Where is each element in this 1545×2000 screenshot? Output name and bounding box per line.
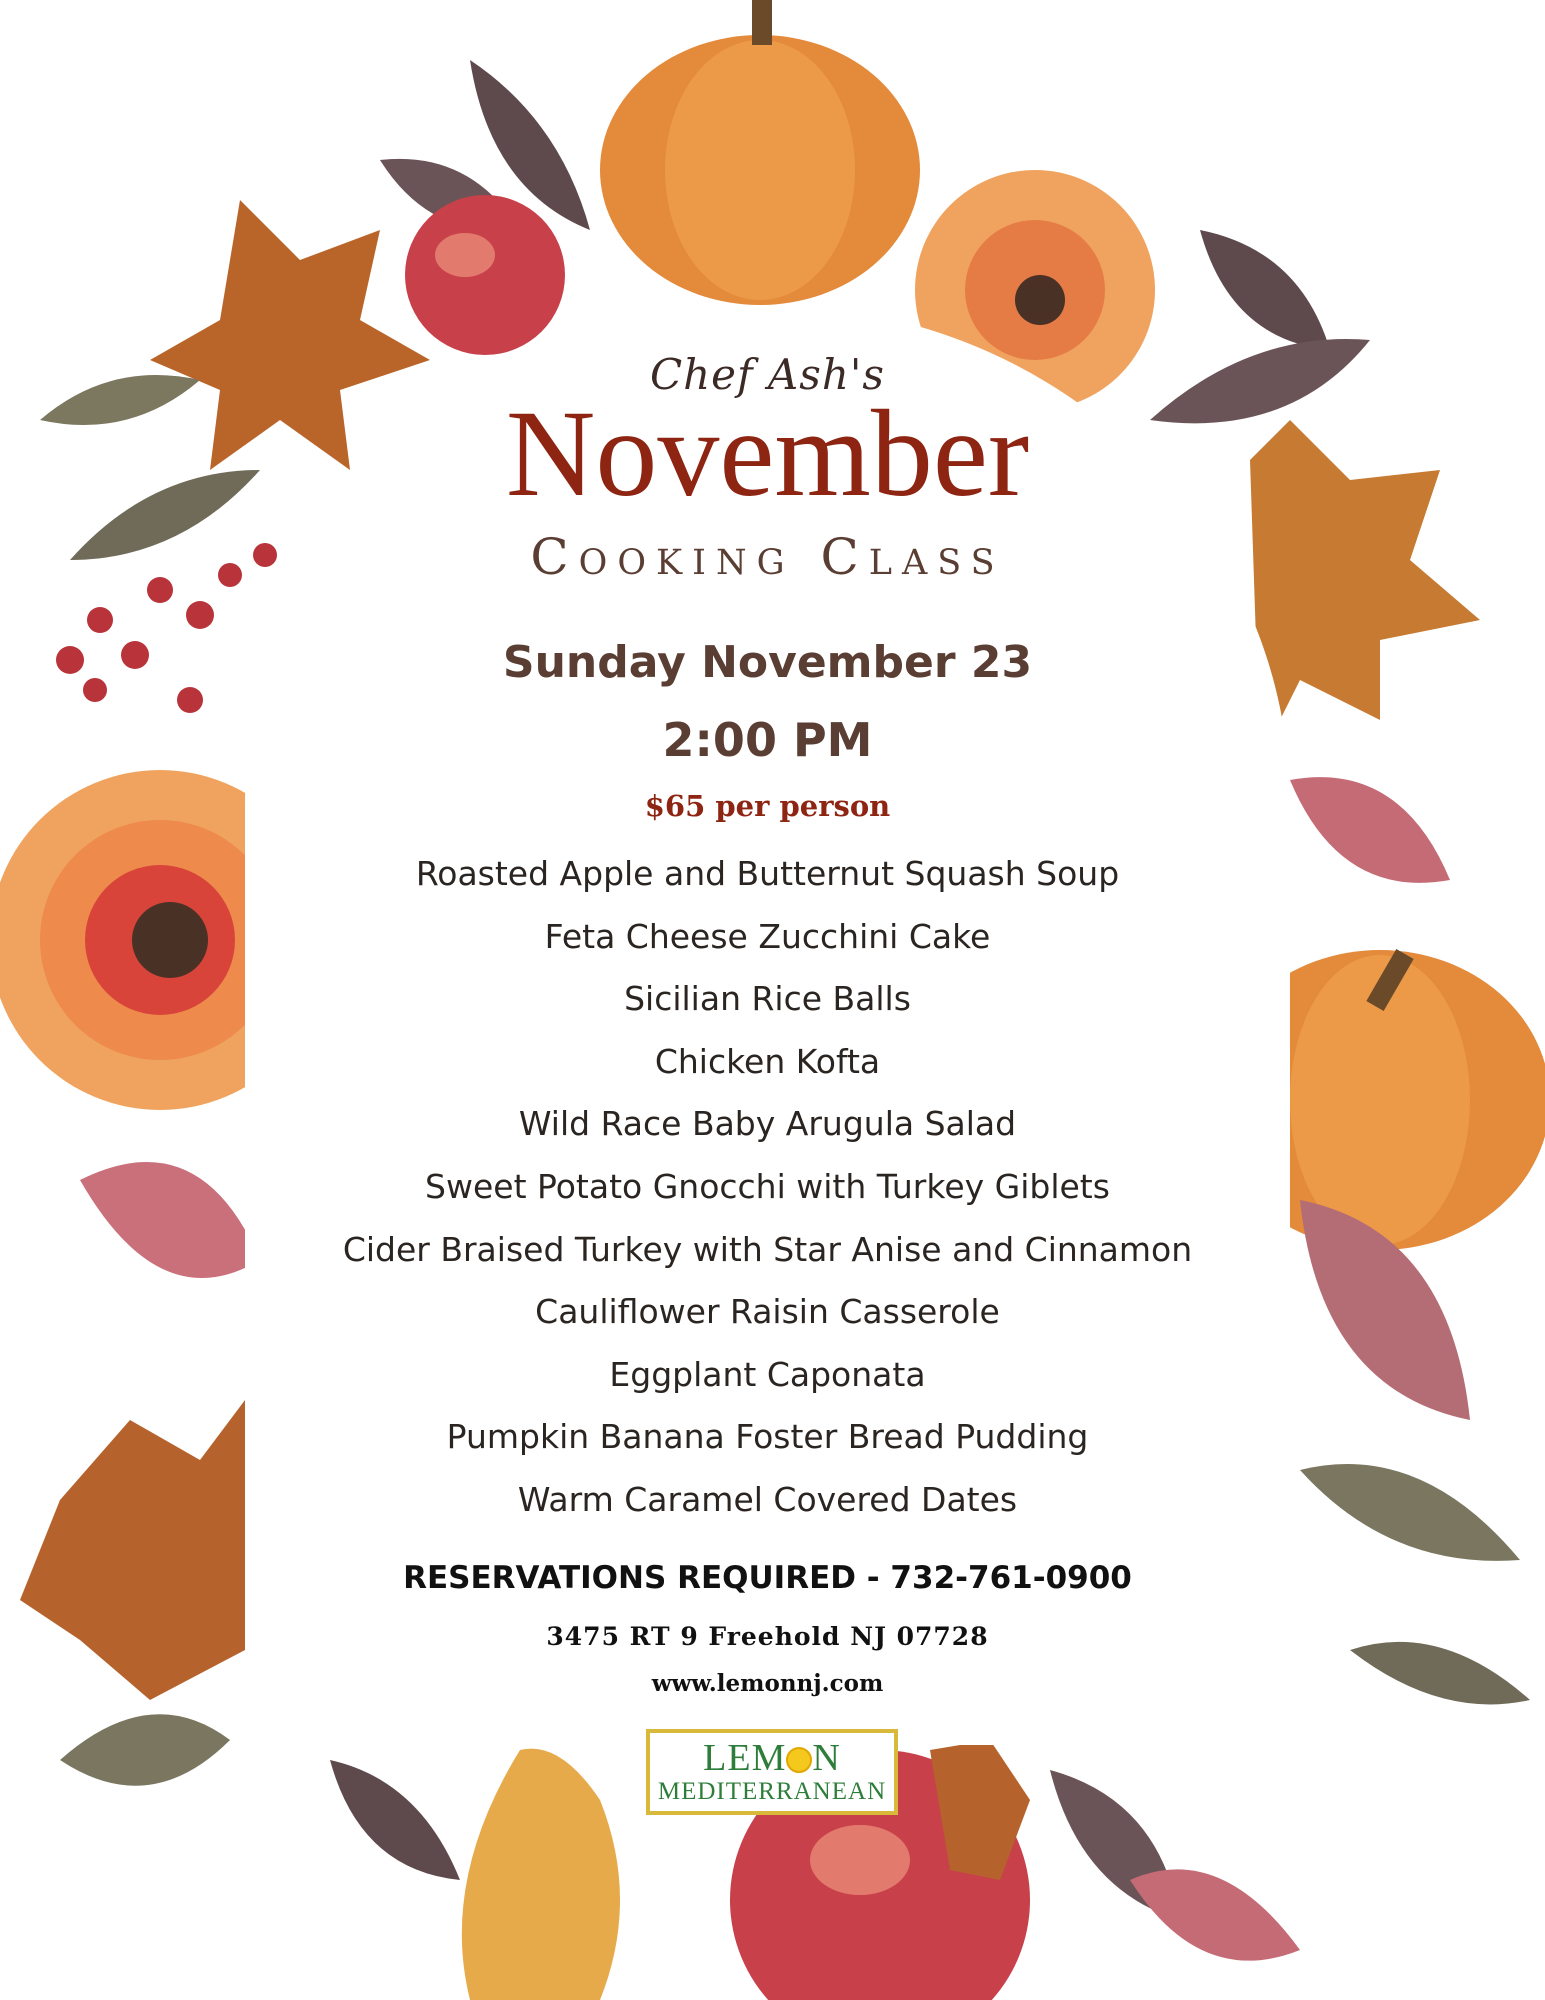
- address: 3475 RT 9 Freehold NJ 07728: [546, 1622, 989, 1651]
- pear-bottom: [462, 1749, 620, 2000]
- olive-leaf-right-2: [1350, 1642, 1530, 1705]
- menu-item: Sicilian Rice Balls: [624, 979, 911, 1019]
- pink-leaf-bottom-right: [1130, 1869, 1300, 1960]
- event-date: Sunday November 23: [502, 637, 1033, 688]
- website-link[interactable]: www.lemonnj.com: [651, 1670, 884, 1697]
- logo-subtitle: MEDITERRANEAN: [657, 1778, 887, 1805]
- olive-leaf-right: [1300, 1464, 1520, 1561]
- olive-leaf-left: [60, 1714, 230, 1785]
- menu-item: Cider Braised Turkey with Star Anise and Cinnamon: [342, 1229, 1193, 1269]
- sage-leaf-left-2: [40, 375, 200, 425]
- sage-leaf-left: [70, 470, 260, 560]
- pink-leaf-right: [1290, 777, 1450, 883]
- apple-top: [405, 195, 565, 355]
- menu-item: Pumpkin Banana Foster Bread Pudding: [446, 1417, 1089, 1457]
- menu-item: Cauliflower Raisin Casserole: [535, 1292, 1000, 1332]
- page-subtitle: Cooking Class: [530, 528, 1005, 586]
- menu-item: Eggplant Caponata: [609, 1354, 926, 1394]
- page-title: November: [505, 385, 1030, 522]
- pink-leaf-left: [80, 1162, 260, 1278]
- event-time: 2:00 PM: [662, 713, 873, 767]
- red-berries: [56, 543, 277, 713]
- reservations-line: RESERVATIONS REQUIRED - 732-761-0900: [403, 1560, 1132, 1596]
- maple-leaf-bottom-left: [20, 1400, 245, 1700]
- event-price: $65 per person: [644, 789, 891, 823]
- dark-leaf-bottom: [330, 1760, 460, 1880]
- lemon-mediterranean-logo: [646, 1729, 898, 1815]
- pumpkin-top: [600, 0, 920, 305]
- menu-item: Warm Caramel Covered Dates: [517, 1479, 1018, 1519]
- menu-item: Sweet Potato Gnocchi with Turkey Giblets: [425, 1166, 1110, 1206]
- menu-item: Wild Race Baby Arugula Salad: [518, 1104, 1017, 1144]
- menu-item: Roasted Apple and Butternut Squash Soup: [415, 854, 1120, 893]
- menu-item: Chicken Kofta: [654, 1041, 881, 1081]
- menu-item: Feta Cheese Zucchini Cake: [544, 916, 991, 956]
- dark-leaf-right: [1200, 230, 1330, 350]
- menu-list: [245, 848, 1290, 1537]
- logo-wordmark: LEM N: [703, 1737, 841, 1779]
- chef-name: Chef Ash's: [650, 350, 885, 399]
- lemon-icon: [786, 1747, 812, 1773]
